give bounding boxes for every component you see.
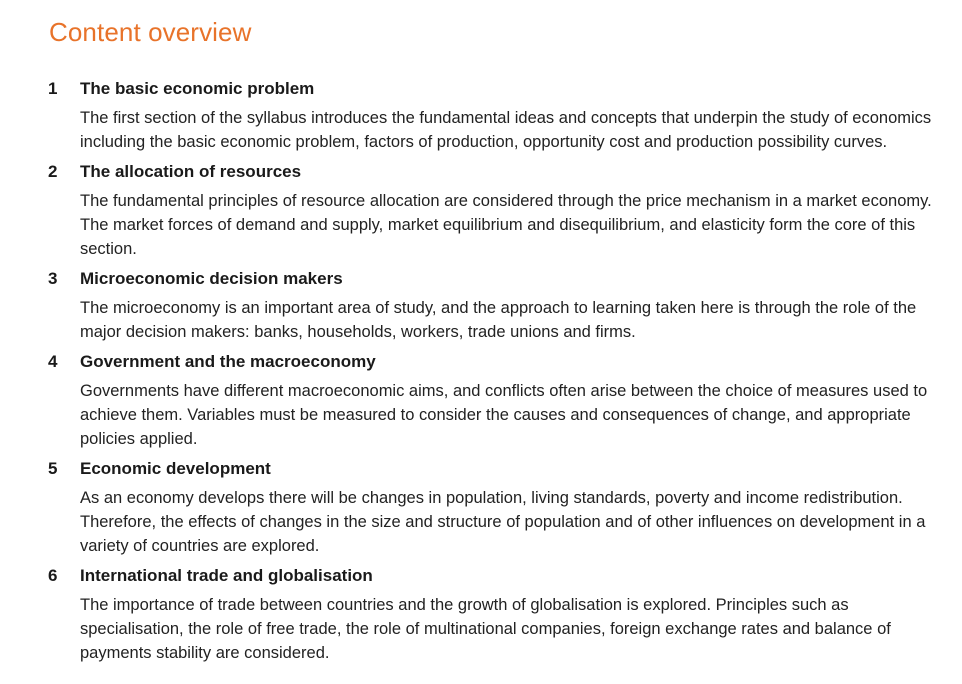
page-title: Content overview: [49, 17, 252, 47]
section-4: [0, 350, 962, 451]
section-2: [0, 160, 962, 261]
section-heading: International trade and globalisation: [80, 566, 373, 585]
section-body: The importance of trade between countries and the growth of globalisation is explored. Principles such as specialisation, the role of free trade, the role of multinational companies, foreign exchange rates and balance of payments stability are considered.: [80, 596, 891, 662]
section-body: As an economy develops there will be changes in population, living standards, poverty and income redistribution. Therefore, the effects of changes in the size and structure of population and of other influences on development in a variety of countries are explored.: [80, 489, 926, 555]
section-body: The fundamental principles of resource allocation are considered through the price mechanism in a market economy. The market forces of demand and supply, market equilibrium and disequilibrium, and elasticity form the core of this section.: [80, 192, 932, 258]
section-body: The microeconomy is an important area of study, and the approach to learning taken here is through the role of the major decision makers: banks, households, workers, trade unions and firms.: [80, 299, 917, 341]
section-number: 6: [48, 566, 58, 585]
section-1: [0, 77, 962, 154]
section-6: [0, 564, 962, 665]
section-5: [0, 457, 962, 558]
section-heading: Economic development: [80, 459, 271, 478]
section-number: 3: [48, 269, 58, 288]
section-heading: Government and the macroeconomy: [80, 352, 376, 371]
section-3: [0, 267, 962, 344]
section-body: Governments have different macroeconomic aims, and conflicts often arise between the choice of measures used to achieve them. Variables must be measured to consider the causes and consequences of change, and appropriate policies applied.: [80, 382, 928, 448]
section-number: 1: [48, 79, 58, 98]
section-number: 5: [48, 459, 58, 478]
section-number: 2: [48, 162, 58, 181]
content-sections: [0, 77, 962, 671]
section-number: 4: [48, 352, 58, 371]
section-heading: Microeconomic decision makers: [80, 269, 343, 288]
section-body: The first section of the syllabus introduces the fundamental ideas and concepts that underpin the study of economics including the basic economic problem, factors of production, opportunity cost and production possibility curves.: [80, 109, 932, 151]
section-heading: The allocation of resources: [80, 162, 302, 181]
section-heading: The basic economic problem: [80, 79, 315, 98]
